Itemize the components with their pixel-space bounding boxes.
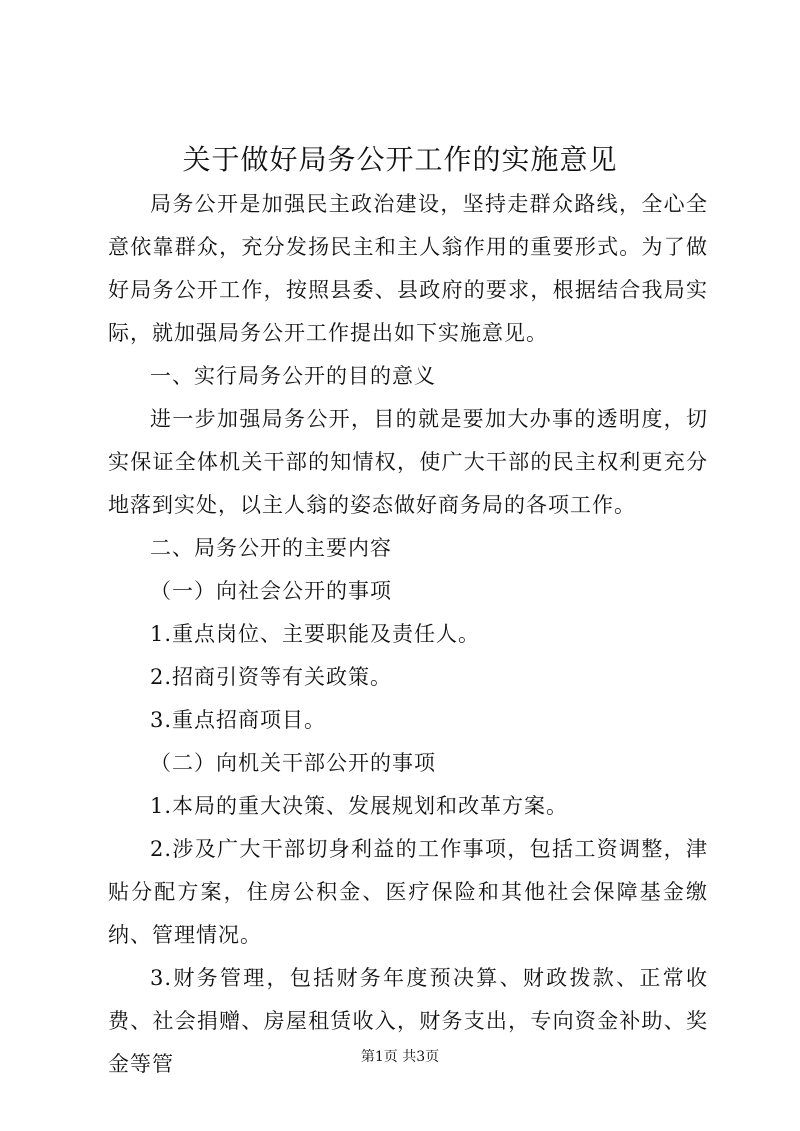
list-item-public-3: 3.重点招商项目。 [150, 708, 327, 732]
list-item-public-1: 1.重点岗位、主要职能及责任人。 [150, 622, 481, 646]
subsection-heading-public: （一）向社会公开的事项 [150, 579, 392, 603]
document-body [108, 183, 708, 1086]
subsection-heading-staff: （二）向机关干部公开的事项 [150, 751, 436, 775]
list-item-staff-3: 3.财务管理，包括财务年度预决算、财政拨款、正常收费、社会捐赠、房屋租赁收入，财务支出，专向资金补助、奖金等管 [108, 966, 708, 1076]
list-item-public-2: 2.招商引资等有关政策。 [150, 665, 393, 689]
paragraph-intro: 局务公开是加强民主政治建设，坚持走群众路线，全心全意依靠群众，充分发扬民主和主人翁作用的重要形式。为了做好局务公开工作，按照县委、县政府的要求，根据结合我局实际，就加强局务公开工作提出如下实施意见。 [108, 192, 708, 345]
paragraph-purpose: 进一步加强局务公开，目的就是要加大办事的透明度，切实保证全体机关干部的知情权，使广大干部的民主权利更充分地落到实处，以主人翁的姿态做好商务局的各项工作。 [108, 407, 708, 517]
section-heading-2: 二、局务公开的主要内容 [150, 536, 392, 560]
list-item-staff-2: 2.涉及广大干部切身利益的工作事项，包括工资调整，津贴分配方案，住房公积金、医疗保险和其他社会保障基金缴纳、管理情况。 [108, 837, 708, 947]
section-heading-1: 一、实行局务公开的目的意义 [150, 364, 436, 388]
page-footer: 第1页 共3页 [360, 1049, 440, 1065]
document-title: 关于做好局务公开工作的实施意见 [182, 143, 618, 176]
list-item-staff-1: 1.本局的重大决策、发展规划和改革方案。 [150, 794, 569, 818]
